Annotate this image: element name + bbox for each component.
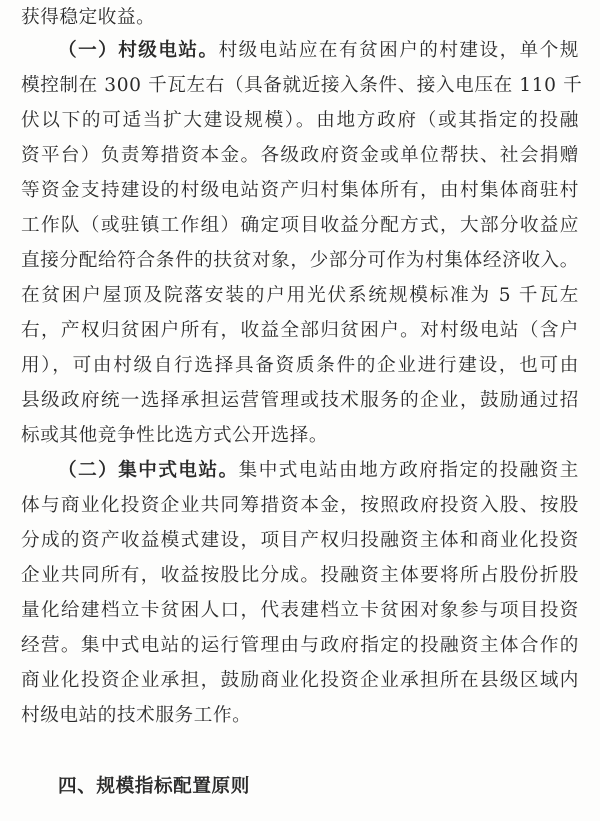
text-line: 村级电站的技术服务工作。 <box>21 705 252 726</box>
heading-centralized-station: （二）集中式电站。 <box>58 460 239 481</box>
text-line: 资平台）负责筹措资本金。各级政府资金或单位帮扶、社会捐赠 <box>21 145 579 166</box>
paragraph-village-station-first-line <box>58 40 579 62</box>
text-line: 经营。集中式电站的运行管理由与政府指定的投融资主体合作的 <box>21 635 579 656</box>
text-line: 量化给建档立卡贫困人口，代表建档立卡贫困对象参与项目投资 <box>21 600 579 621</box>
text-line: 集中式电站由地方政府指定的投融资主 <box>238 460 580 481</box>
text-line: 伏以下的可适当扩大建设规模）。由地方政府（或其指定的投融 <box>21 110 579 131</box>
text-line: 模控制在 300 千瓦左右（具备就近接入条件、接入电压在 110 千 <box>21 75 583 96</box>
text-line: 等资金支持建设的村级电站资产归村集体所有，由村集体商驻村 <box>21 180 579 201</box>
heading-village-station: （一）村级电站。 <box>58 40 219 61</box>
text-line: 分成的资产收益模式建设，项目产权归投融资主体和商业化投资 <box>21 530 579 551</box>
text-line: 企业共同所有，收益按股比分成。投融资主体要将所占股份折股 <box>21 565 579 586</box>
text-line: 县级政府统一选择承担运营管理或技术服务的企业，鼓励通过招 <box>21 390 579 411</box>
text-line: 用），可由村级自行选择具备资质条件的企业进行建设，也可由 <box>21 355 579 376</box>
text-line: 获得稳定收益。 <box>21 7 156 28</box>
text-line: 在贫困户屋顶及院落安装的户用光伏系统规模标准为 5 千瓦左 <box>21 285 579 306</box>
text-line: 右，产权归贫困户所有，收益全部归贫困户。对村级电站（含户 <box>21 320 579 341</box>
text-line: 商业化投资企业承担，鼓励商业化投资企业承担所在县级区域内 <box>21 670 579 691</box>
text-line: 村级电站应在有贫困户的村建设，单个规 <box>218 40 579 61</box>
text-line: 体与商业化投资企业共同筹措资本金，按照政府投资入股、按股 <box>21 495 579 516</box>
paragraph-centralized-station-first-line <box>58 460 579 482</box>
text-line: 直接分配给符合条件的扶贫对象，少部分可作为村集体经济收入。 <box>21 250 579 271</box>
text-line: 工作队（或驻镇工作组）确定项目收益分配方式，大部分收益应 <box>21 215 579 236</box>
section-heading: 四、规模指标配置原则 <box>58 776 250 797</box>
text-line: 标或其他竞争性比选方式公开选择。 <box>21 425 329 446</box>
